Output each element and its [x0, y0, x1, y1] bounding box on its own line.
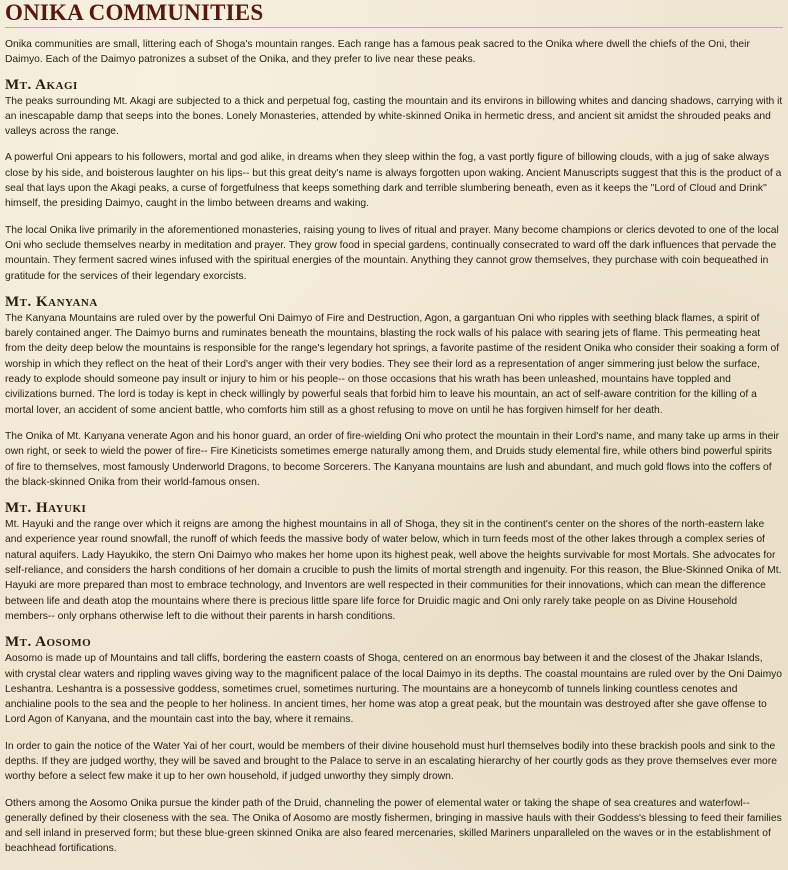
- section-mt-kanyana: [5, 293, 783, 490]
- section-paragraph: Others among the Aosomo Onika pursue the kinder path of the Druid, channeling the power of elemental water or taking the shape of sea creatures and waterfowl-- generally defined by their closeness with the sea. The Onika of Aosomo are mostly fishermen, bringing in massive hauls with their Goddess's blessing to feed their families and sell inland in preserved form; but these blue-green skinned Onika are also feared mercenaries, skilled Mariners unparalleled on the waves or in the establishment of beachhead fortifications.: [5, 797, 782, 855]
- section-mt-akagi: [5, 76, 783, 284]
- section-heading: Mt. Hayuki: [5, 500, 87, 517]
- section-heading: Mt. Aosomo: [5, 634, 92, 651]
- section-paragraph: The local Onika live primarily in the aforementioned monasteries, raising young to lives of ritual and prayer. Many become champions or clerics devoted to one of the local Oni who seclude themselves nearby in meditation and prayer. They grow food in special gardens, continually consecrated to ward off the dark influences that pervade the mountain. They ferment sacred wines infused with the spiritual energies of the mountain. Anything they cannot grow themselves, they purchase with coin bequeathed in gratitude for the services of their legendary exorcists.: [5, 224, 779, 282]
- page-title: ONIKA COMMUNITIES: [5, 0, 783, 28]
- section-paragraph: The Onika of Mt. Kanyana venerate Agon and his honor guard, an order of fire-wielding Oni who protect the mountain in their Lord's name, and many take up arms in their own right, or seek to wield the power of fire-- Fire Kineticists sometimes emerge naturally among them, and Druids study elemental fire, while others bind powerful spirits of fire to themselves, most famously Underworld Dragons, to become Sorcerers. The Kanyana mountains are lush and abundant, and much gold flows into the coffers of the black-skinned Onika from their world-famous onsen.: [5, 430, 780, 488]
- section-mt-hayuki: [5, 499, 783, 624]
- section-paragraph: The peaks surrounding Mt. Akagi are subjected to a thick and perpetual fog, casting the mountain and its environs in billowing whites and dancing shadows, carrying with it an inescapable damp that seeps into the bones. Lonely Monasteries, attended by white-skinned Onika in hermetic dress, and ancient sit amidst the shrouded peaks and valleys across the range.: [5, 95, 783, 138]
- section-mt-aosomo: [5, 633, 783, 857]
- section-paragraph: In order to gain the notice of the Water Yai of her court, would be members of their divine household must hurl themselves bodily into these brackish pools and sink to the depths. If they are judged worthy, they will be saved and brought to the Palace to serve in an escalating hierarchy of her courtly gods as they prove themselves ever more worthy before a select few make it up to her own household, if judged unworthy they simply drown.: [5, 740, 777, 783]
- intro-paragraph: Onika communities are small, littering each of Shoga's mountain ranges. Each range has a famous peak sacred to the Onika where dwell the chiefs of the Oni, their Daimyo. Each of the Daimyo patronizes a subset of the Onika, and they prefer to live near these peaks.: [5, 39, 750, 66]
- section-heading: Mt. Kanyana: [5, 293, 98, 310]
- section-paragraph: The Kanyana Mountains are ruled over by the powerful Oni Daimyo of Fire and Destruction, Agon, a gargantuan Oni who ripples with seething black flames, a spirit of barely contained anger. The Daimyo burns and ruminates beneath the mountains, blasting the rock walls of his palace with searing jets of flame. This permeating heat from the deity deep below the mountains is responsible for the range's legendary hot springs, a favorite pastime of the resident Onika who consider their soaking a form of worship in which they reflect on the heat of their Lord's anger with their very bodies. They see their lord as a representation of anger simmering just below the surface, ready to explode should someone pay insult or injury to him or his people-- on those occasions that his wrath has been unleashed, mountains have toppled and civilizations burned. The lord is today is kept in check willingly by powerful seals that forbid him to leave his mountain, an act of self-aware contrition for the killing of a mortal lover, an accident of some ancient battle, who comforts him still as a ghost refusing to move on until he has forgiven himself for her death.: [5, 312, 780, 416]
- section-paragraph: Aosomo is made up of Mountains and tall cliffs, bordering the eastern coasts of Shoga, centered on an enormous bay between it and the closest of the Jhakar Islands, with crystal clear waters and rippling waves giving way to the magnificent palace of the local Daimyo in its depths. The coastal mountains are ruled over by the Oni Daimyo Leshantra. Leshantra is a possessive goddess, sometimes cruel, sometimes nurturing. The mountains are a honeycomb of tunnels linking countless cenotes and anchialine pools to the sea and the people to her holiness. In ancient times, her home was atop a great peak, but the mountain was destroyed after she gave offense to Lord Agon of Kanyana, and the mountain cast into the bay, where it remains.: [5, 653, 783, 726]
- section-paragraph: Mt. Hayuki and the range over which it reigns are among the highest mountains in all of Shoga, they sit in the continent's center on the shores of the north-eastern lake and experience year round snowfall, the runoff of which feeds the massive body of water below, which in turn feeds most of the other lakes through a complex series of natural aquifers. Lady Hayukiko, the stern Oni Daimyo who makes her home upon its highest peak, well above the heights survivable for most Mortals. She advocates for self-reliance, and considers the harsh conditions of her domain a crucible to push the limits of mortal strength and ingenuity. For this reason, the Blue-Skinned Onika of Mt. Hayuki are more prepared than most to embrace technology, and Inventors are well respected in their communities for their innovations, which can mean the difference between life and death atop the mountains where there is precious little spare life force for Druidic magic and Oni only rarely take people on as Divine Household members-- only orphans otherwise left to die without their parents in harsh conditions.: [5, 519, 782, 622]
- section-heading: Mt. Akagi: [5, 76, 78, 93]
- section-paragraph: A powerful Oni appears to his followers, mortal and god alike, in dreams when they sleep within the fog, a vast portly figure of billowing clouds, with a jug of sake always close by his side, and boisterous laughter on his lips-- but this great deity's name is always forgotten upon waking. Ancient Manuscripts suggest that this is the product of a seal that lays upon the Akagi peaks, a curse of forgetfulness that keeps something dark and terrible slumbering beneath, even as it keeps the "Lord of Cloud and Drink" himself, the presiding Daimyo, caught in the limbo between dreams and waking.: [5, 152, 782, 210]
- document-page: [5, 0, 783, 857]
